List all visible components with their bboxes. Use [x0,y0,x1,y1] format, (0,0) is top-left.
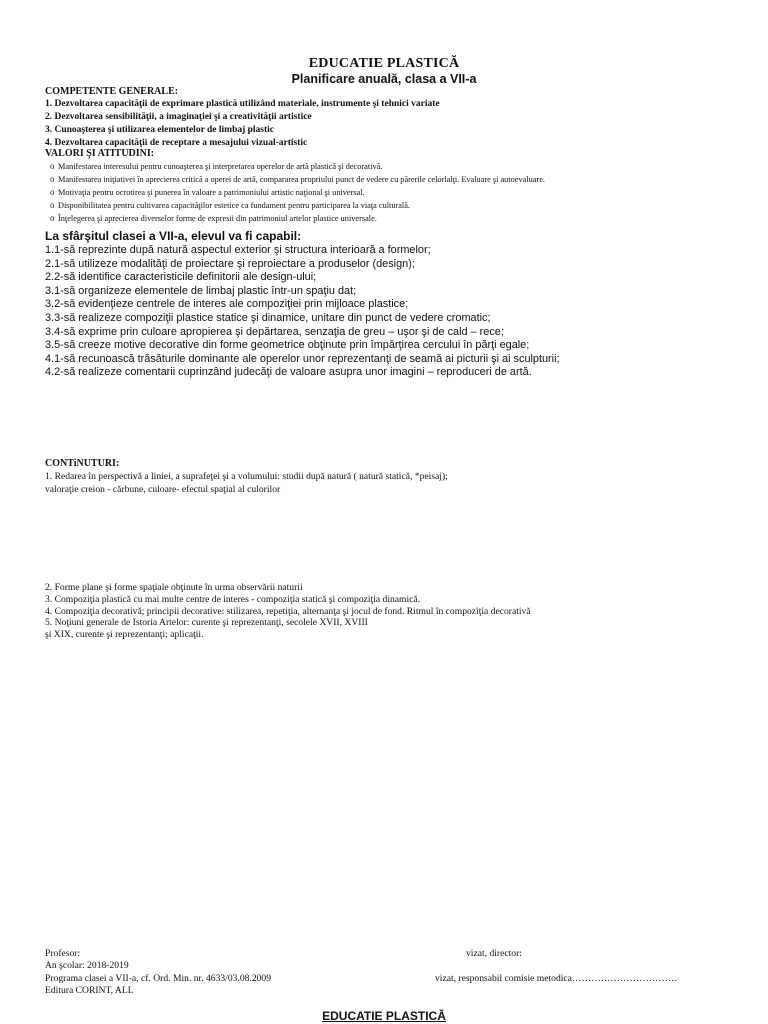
continuturi-heading: CONTiNUTURI: [45,458,120,469]
footer-profesor: Profesor: [45,948,81,959]
valoare-item [50,173,545,186]
continut-item: 5. Noţiuni generale de Istoria Artelor: curente şi reprezentanţi, secolele XVII, XVIII [45,617,368,629]
valori-list [50,160,545,225]
obiectiv-item: 4.2-să realizeze comentarii cuprinzând judecăţi de valoare asupra unor imagini – reproduceri de artă. [45,366,532,379]
next-page-title: EDUCATIE PLASTICĂ [322,1009,446,1023]
capabil-list [45,244,560,380]
obiectiv-item: 3.5-să creeze motive decorative din forme geometrice obţinute prin împărţirea cercului în părţi egale; [45,339,530,352]
competenta-item: 3. Cunoaşterea şi utilizarea elementelor de limbaj plastic [45,125,275,135]
obiectiv-item: 4.1-să recunoască trăsăturile dominante ale operelor unor reprezentanţi de seamă ai picturii şi ai sculpturii; [45,352,560,365]
competenta-item: 4. Dezvoltarea capacităţii de receptare a mesajului vizual-artistic [45,138,308,148]
competenta-item: 1. Dezvoltarea capacităţii de exprimare plastică utilizând materiale, instrumente şi tehnici variate [45,99,440,109]
continut-1 [45,470,448,496]
continut-item: 4. Compoziţia decorativă; principii decorative: stilizarea, repetiţia, alternanţa şi jocul de fond. Ritmul în compoziţia decorativă [45,605,531,617]
footer-an-scolar: An şcolar: 2018-2019 [45,960,129,972]
valoare-text: Motivaţia pentru ocrotirea şi punerea în valoare a patrimoniului artistic naţional şi universal. [58,188,365,198]
continut-line: 1. Redarea în perspectivă a liniei, a suprafeţei şi a volumului: studii după natură ( natură statică, *peisaj); [45,471,448,482]
competente-heading: COMPETENTE GENERALE: [45,86,179,97]
capabil-heading: La sfârşitul clasei a VII-a, elevul va fi capabil: [45,229,302,243]
obiectiv-item: 3.1-să organizeze elementele de limbaj plastic într-un spaţiu dat; [45,284,357,297]
obiectiv-item: 2.2-să identifice caracteristicile definitorii ale design-ului; [45,271,317,284]
obiectiv-item: 3.4-să exprime prin culoare apropierea şi depărtarea, senzaţia de greu – uşor şi de cald – rece; [45,325,504,338]
valori-heading: VALORI ŞI ATITUDINI: [45,148,155,159]
footer-editura: Editura CORINT, ALL [45,984,134,996]
obiectiv-item: 2.1-să utilizeze modalităţi de proiectare şi reproiectare a produselor (design); [45,257,415,270]
valoare-item [50,199,545,212]
continut-item: şi XIX, curente şi reprezentanţi; aplicaţii. [45,629,204,641]
obiectiv-item: 3.2-să evidenţieze centrele de interes ale compoziţiei prin mijloace plastice; [45,298,409,311]
valoare-text: Disponibilitatea pentru cultivarea capacităţilor estetice ca fundament pentru participarea la viaţa culturală. [58,201,410,211]
footer-vizat-responsabil: vizat, responsabil comisie metodica…………………………… [435,973,678,984]
obiectiv-item: 3.3-să realizeze compoziţii plastice statice şi dinamice, unitare din punct de vedere cromatic; [45,311,491,324]
valoare-text: Manifestarea iniţiativei în aprecierea critică a operei de artă, compararea propriului punct de vedere cu părerile celorlalţi. Evaluare şi autoevaluare. [58,175,545,185]
document-title: EDUCATIE PLASTICĂ [308,56,460,71]
valoare-item [50,160,545,173]
footer-left [45,948,271,997]
document-subtitle: Planificare anuală, clasa a VII-a [291,72,477,86]
valoare-item [50,186,545,199]
continuturi-list [45,582,531,641]
footer-vizat-director: vizat, director: [466,948,522,959]
valoare-text: Înţelegerea şi aprecierea diverselor forme de expresii din patrimoniul artelor plastice universale. [58,214,377,224]
continut-item: 2. Forme plane şi forme spaţiale obţinute în urma observării naturii [45,582,303,593]
continut-item: 3. Compoziţia plastică cu mai multe centre de interes - compoziţia statică şi compoziţia dinamică. [45,593,421,605]
valoare-text: Manifestarea interesului pentru cunoaşterea şi interpretarea operelor de artă plastică şi decorativă. [58,162,383,171]
continut-line: valoraţie creion - cărbune, culoare- efectul spaţial al culorilor [45,484,281,495]
obiectiv-item: 1.1-să reprezinte după natură aspectul exterior şi structura interioară a formelor; [45,244,431,256]
competente-list [45,98,440,150]
competenta-item: 2. Dezvoltarea sensibilităţii, a imaginaţiei şi a creativităţii artistice [45,112,312,122]
footer-programa: Programa clasei a VII-a, cf. Ord. Min. nr. 4633/03.08.2009 [45,972,272,984]
valoare-item [50,212,545,225]
